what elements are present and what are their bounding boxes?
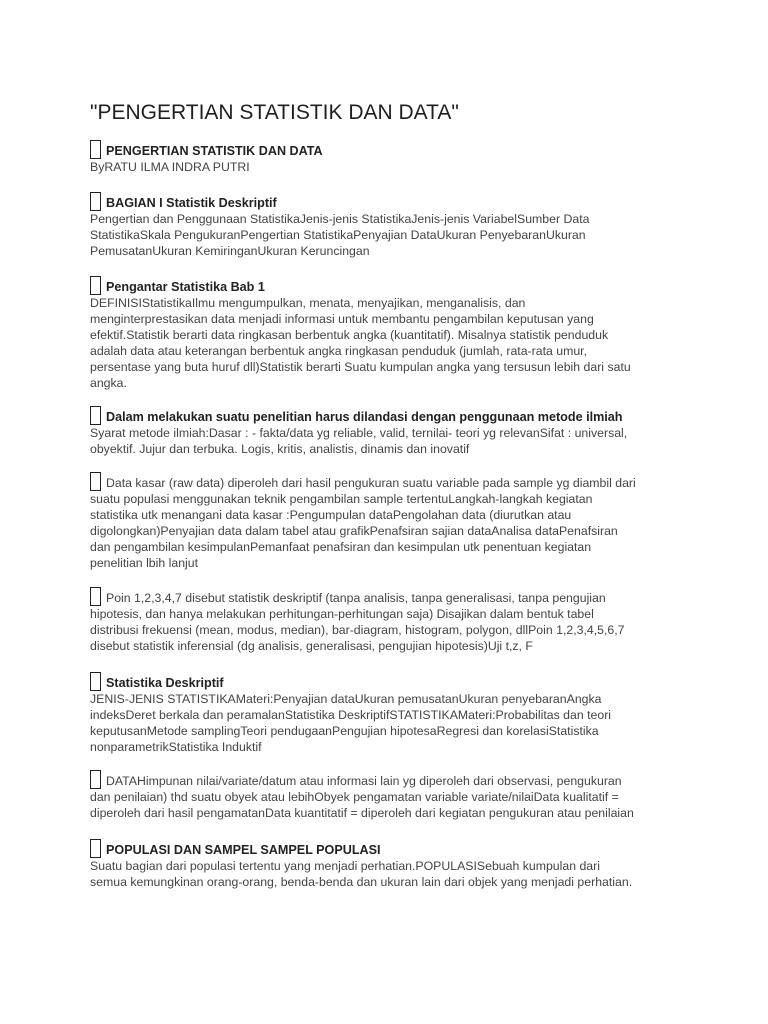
paragraph-first-line [90,770,690,789]
body-line: keputusanMetode samplingTeori pendugaanPengujian hipotesaRegresi dan korelasiStatistika [90,724,599,738]
body-line: Suatu bagian dari populasi tertentu yang menjadi perhatian.POPULASISebuah kumpulan dari [90,859,600,873]
section-populasi-sampel [90,837,690,890]
body-line: PemusatanUkuran KemiringanUkuran Keruncingan [90,244,370,258]
body-line: efektif.Statistik berarti data ringkasan berbentuk angka (kuantitatif). Misalnya statistik penduduk [90,328,609,342]
section-data [90,770,690,821]
body-line: semua kemungkinan orang-orang, benda-benda dan ukuran lain dari objek yang menjadi perhatian. [90,875,633,889]
body-line: persentase yang buta huruf dll)Statistik berarti Suatu kumpulan angka yang tersusun lebih dari satu [90,360,631,374]
section-pengertian [90,138,690,175]
section-heading-row [90,837,690,858]
section-heading-row [90,190,690,211]
section-heading: Statistika Deskriptif [106,676,224,690]
body-line: disebut statistik inferensial (dg analisis, generalisasi, pengujian hipotesis)Uji t,z, F [90,639,533,653]
missing-glyph-box-icon [90,770,101,789]
section-heading-row [90,138,690,159]
section-bagian-i [90,190,690,259]
section-heading: Dalam melakukan suatu penelitian harus dilandasi dengan penggunaan metode ilmiah [106,410,623,424]
body-line: DATAHimpunan nilai/variate/datum atau informasi lain yg diperoleh dari observasi, pengukuran [106,774,622,788]
body-line: dan pengambilan kesimpulanPemanfaat penafsiran dan kesimpulan utk penentuan kegiatan [90,540,592,554]
body-line: diperoleh dari hasil pengamatanData kuantitatif = diperoleh dari kegiatan pengukuran atau penilaian [90,806,634,820]
body-line: angka. [90,376,127,390]
body-line: DEFINISIStatistikaIlmu mengumpulkan, menata, menyajikan, menganalisis, dan [90,296,526,310]
missing-glyph-box-icon [90,192,101,211]
section-data-kasar [90,472,690,571]
section-metode-ilmiah [90,404,690,457]
section-heading: POPULASI DAN SAMPEL SAMPEL POPULASI [106,843,381,857]
body-line: distribusi frekuensi (mean, modus, median), bar-diagram, histogram, polygon, dllPoin 1,2,3,4,5,6,7 [90,623,625,637]
missing-glyph-box-icon [90,406,101,425]
section-heading: PENGERTIAN STATISTIK DAN DATA [106,144,323,158]
paragraph-first-line [90,472,690,491]
missing-glyph-box-icon [90,472,101,491]
body-line: JENIS-JENIS STATISTIKAMateri:Penyajian dataUkuran pemusatanUkuran penyebaranAngka [90,692,602,706]
document-title: "PENGERTIAN STATISTIK DAN DATA" [90,101,459,124]
body-line: statistika utk menangani data kasar :Pengumpulan dataPengolahan data (diurutkan atau [90,508,572,522]
body-line: adalah data atau keterangan berbentuk angka ringkasan penduduk (jumlah, rata-rata umur, [90,344,587,358]
section-heading-row [90,274,690,295]
body-line: digolongkan)Penyajian data dalam tabel atau grafikPenafsiran sajian dataAnalisa dataPenafsiran [90,524,618,538]
body-line: penelitian lbih lanjut [90,556,199,570]
missing-glyph-box-icon [90,587,101,606]
body-line: suatu populasi menggunakan teknik pengambilan sample tertentuLangkah-langkah kegiatan [90,492,593,506]
section-heading-row [90,404,690,425]
body-line: Poin 1,2,3,4,7 disebut statistik deskriptif (tanpa analisis, tanpa generalisasi, tanpa pengujian [106,591,606,605]
section-heading-row [90,670,690,691]
body-line: obyektif. Jujur dan terbuka. Logis, kritis, analistis, dinamis dan inovatif [90,442,470,456]
paragraph-first-line [90,587,690,606]
body-line: nonparametrikStatistika Induktif [90,740,262,754]
section-statistika-deskriptif [90,670,690,755]
body-line: menginterprestasikan data menjadi informasi untuk membantu pengambilan keputusan yang [90,312,594,326]
body-line: Pengertian dan Penggunaan StatistikaJenis-jenis StatistikaJenis-jenis VariabelSumber Data [90,212,590,226]
section-heading: Pengantar Statistika Bab 1 [106,280,265,294]
missing-glyph-box-icon [90,140,101,159]
missing-glyph-box-icon [90,276,101,295]
body-line: Data kasar (raw data) diperoleh dari hasil pengukuran suatu variable pada sample yg diambil dari [106,476,636,490]
section-pengantar [90,274,690,391]
missing-glyph-box-icon [90,672,101,691]
author-line: ByRATU ILMA INDRA PUTRI [90,160,250,174]
body-line: dan penilaian) thd suatu obyek atau lebihObyek pengamatan variable variate/nilaiData kualitatif = [90,790,619,804]
body-line: Syarat metode ilmiah:Dasar : - fakta/data yg reliable, valid, ternilai- teori yg relevanSifat : universal, [90,426,628,440]
missing-glyph-box-icon [90,839,101,858]
body-line: hipotesis, dan hanya melakukan perhitungan-perhitungan saja) Disajikan dalam bentuk tabel [90,607,594,621]
body-line: indeksDeret berkala dan peramalanStatistika DeskriptifSTATISTIKAMateri:Probabilitas dan teori [90,708,612,722]
section-poin [90,587,690,654]
body-line: StatistikaSkala PengukuranPengertian StatistikaPenyajian DataUkuran PenyebaranUkuran [90,228,586,242]
section-heading: BAGIAN I Statistik Deskriptif [106,196,277,210]
